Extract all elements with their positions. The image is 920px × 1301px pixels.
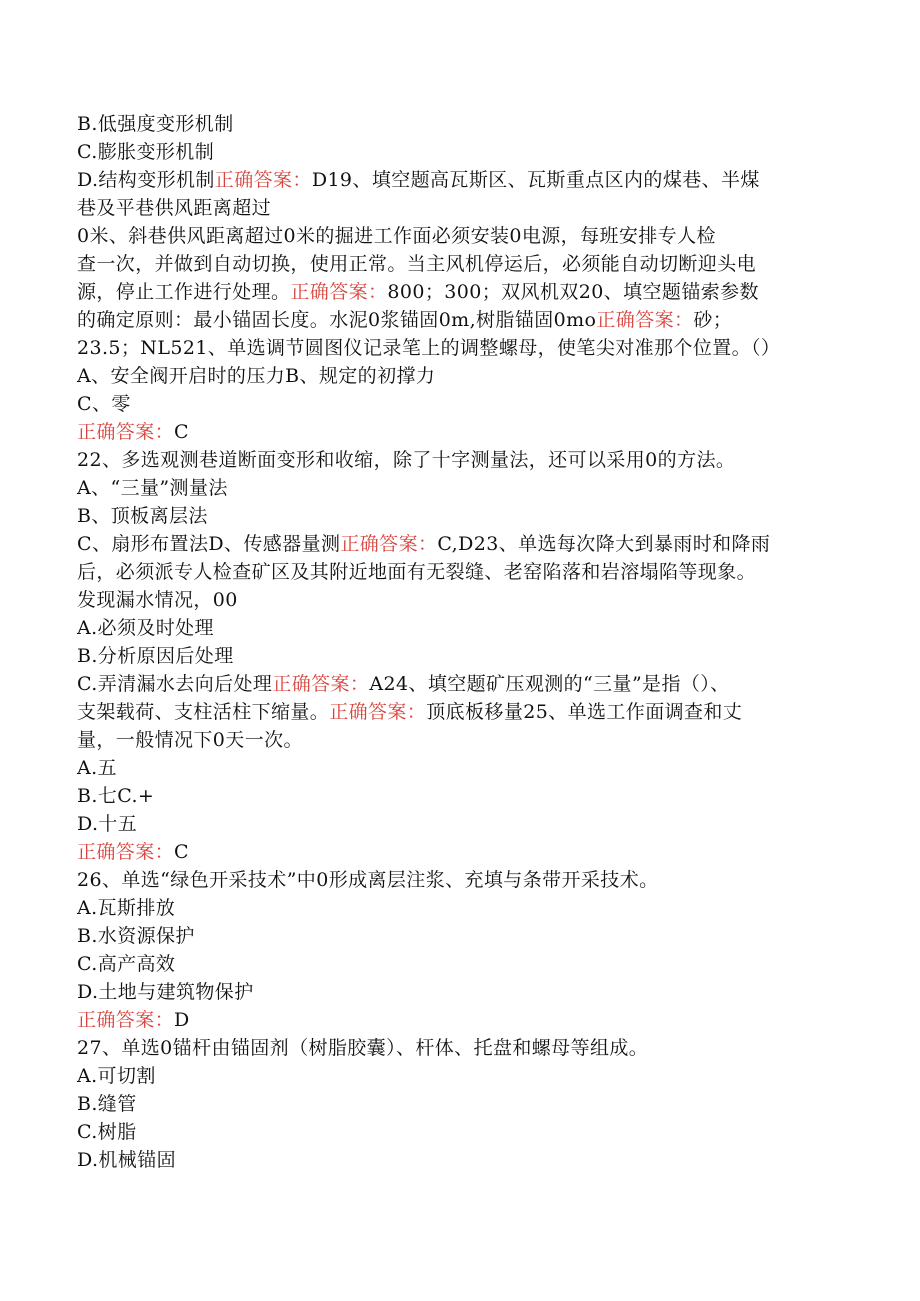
text-line: 27、单选0锚杆由锚固剂（树脂胶囊）、杆体、托盘和螺母等组成。 [77,1037,649,1059]
text-line: C、零 [77,393,131,415]
answer-label: 正确答案： [596,309,694,331]
text-line: B.分析原因后处理 [77,645,234,667]
text-line: A、安全阀开启时的压力B、规定的初撑力 [77,365,436,387]
text-line: 巷及平巷供风距离超过 [77,197,272,219]
text-line: A.五 [77,757,117,779]
answer-label: 正确答案： [272,673,370,695]
text-line: B.缝管 [77,1093,137,1115]
text-line: B、顶板离层法 [77,505,208,527]
text-line: 查一次，并做到自动切换，使用正常。当主风机停运后，必须能自动切断迎头电 [77,253,757,275]
text-line: B.低强度变形机制 [77,113,234,135]
text-line: 正确答案：C [77,841,189,863]
text-line: B.七C.+ [77,785,155,807]
text-line: 正确答案：D [77,1009,190,1031]
text-line: C、扇形布置法D、传感器量测正确答案：C,D23、单选每次降大到暴雨时和降雨 [77,533,771,555]
text-line: C.树脂 [77,1121,137,1143]
text-line: 发现漏水情况，00 [77,589,238,611]
text-line: C.弄清漏水去向后处理正确答案：A24、填空题矿压观测的“三量”是指（）、 [77,673,730,695]
text-line: A.瓦斯排放 [77,897,176,919]
text-line: C.膨胀变形机制 [77,141,215,163]
answer-label: 正确答案： [290,281,388,303]
answer-label: 正确答案： [329,701,427,723]
text-line: D.十五 [77,813,138,835]
answer-label: 正确答案： [77,841,175,863]
answer-label: 正确答案： [214,169,312,191]
answer-label: 正确答案： [77,421,175,443]
answer-label: 正确答案： [340,533,438,555]
answer-label: 正确答案： [77,1009,175,1031]
text-line: D.土地与建筑物保护 [77,981,254,1003]
text-line: 正确答案：C [77,421,189,443]
text-line: 源，停止工作进行处理。正确答案：800；300；双风机双20、填空题锚索参数 [77,281,759,303]
text-line: 0米、斜巷供风距离超过0米的掘进工作面必须安装0电源，每班安排专人检 [77,225,716,247]
text-line: D.机械锚固 [77,1149,176,1171]
text-line: 后，必须派专人检查矿区及其附近地面有无裂缝、老窑陷落和岩溶塌陷等现象。 [77,561,757,583]
text-line: 量，一般情况下0天一次。 [77,729,303,751]
text-line: A.必须及时处理 [77,617,214,639]
text-line: 22、多选观测巷道断面变形和收缩，除了十字测量法，还可以采用0的方法。 [77,449,736,471]
text-line: 26、单选“绿色开采技术”中0形成离层注浆、充填与条带开采技术。 [77,869,659,891]
text-line: A.可切割 [77,1065,156,1087]
text-line: B.水资源保护 [77,925,195,947]
text-line: 的确定原则：最小锚固长度。水泥0浆锚固0m,树脂锚固0mo正确答案：砂； [77,309,733,331]
text-line: C.高产高效 [77,953,176,975]
text-line: 23.5；NL521、单选调节圆图仪记录笔上的调整螺母，使笔尖对准那个位置。（） [77,337,781,359]
text-line: A、“三量”测量法 [77,477,228,499]
text-line: 支架载荷、支柱活柱下缩量。正确答案：顶底板移量25、单选工作面调查和丈 [77,701,743,723]
text-line: D.结构变形机制正确答案：D19、填空题高瓦斯区、瓦斯重点区内的煤巷、半煤 [77,169,760,191]
